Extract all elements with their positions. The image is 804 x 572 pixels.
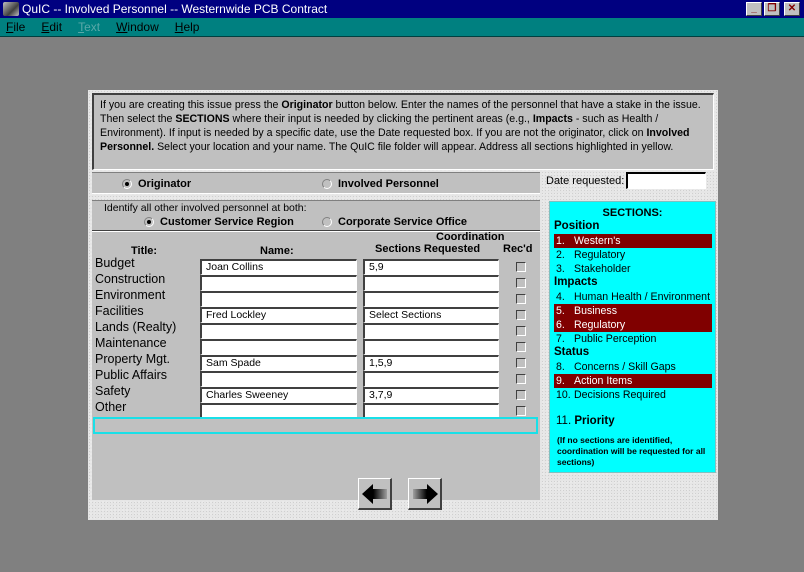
back-button[interactable] <box>358 478 392 510</box>
role-selector <box>92 172 540 194</box>
back-arrow-icon <box>361 483 389 505</box>
menu-help[interactable] <box>167 20 208 34</box>
row-title: Other <box>95 400 127 414</box>
sections-note: (If no sections are identified, coordination will be requested for all sections) <box>557 435 706 467</box>
section-item[interactable] <box>554 374 712 388</box>
section-num: 6. <box>556 319 565 331</box>
window-controls <box>746 2 800 16</box>
table-row <box>92 288 540 307</box>
section-item[interactable] <box>554 332 712 346</box>
section-num: 2. <box>556 249 565 261</box>
received-checkbox[interactable] <box>516 326 526 336</box>
table-row <box>92 384 540 403</box>
table-row <box>92 368 540 387</box>
csr-label: Customer Service Region <box>160 216 294 228</box>
section-item[interactable] <box>554 304 712 318</box>
row-title: Facilities <box>95 304 144 318</box>
forward-button[interactable] <box>408 478 442 510</box>
section-label: Stakeholder <box>574 263 631 275</box>
menu-window-accel: W <box>116 20 128 34</box>
involved-personnel-radio[interactable] <box>322 178 439 190</box>
date-requested-label: Date requested: <box>546 175 625 187</box>
name-input[interactable] <box>200 339 357 355</box>
close-button[interactable] <box>784 2 800 16</box>
name-input[interactable] <box>200 371 357 387</box>
section-num: 7. <box>556 333 565 345</box>
group-impacts: Impacts <box>554 276 598 288</box>
active-row-highlight <box>93 417 538 434</box>
name-input[interactable]: Joan Collins <box>200 259 357 275</box>
section-item[interactable] <box>554 262 712 276</box>
instructions-text <box>92 93 714 170</box>
section-num: 8. <box>556 361 565 373</box>
sections-requested-input[interactable] <box>363 403 499 419</box>
section-item[interactable] <box>554 248 712 262</box>
section-label: Regulatory <box>574 249 626 261</box>
received-checkbox[interactable] <box>516 358 526 368</box>
instr-part: button below. Enter the names of the personnel that have a stake in the issue. Then select the <box>100 99 701 125</box>
menu-text <box>70 20 108 34</box>
section-priority[interactable] <box>556 415 615 427</box>
received-checkbox[interactable] <box>516 406 526 416</box>
customer-service-region-radio[interactable] <box>144 216 294 228</box>
instr-part: where their input is needed by clicking the pertinent areas (e.g., <box>229 113 533 125</box>
instr-part: - such as Health / Environment). If input is needed by a specific date, use the Date requested box. If you are not the originator, click on <box>100 113 659 139</box>
name-input[interactable] <box>200 403 357 419</box>
instr-part: If you are creating this issue press the <box>100 99 282 111</box>
cso-label: Corporate Service Office <box>338 216 467 228</box>
name-input[interactable] <box>200 291 357 307</box>
section-num: 9. <box>556 375 565 387</box>
menu-text-accel: T <box>78 20 85 34</box>
sections-panel <box>549 201 716 473</box>
sections-requested-input[interactable] <box>363 291 499 307</box>
date-requested-input[interactable] <box>626 172 706 189</box>
restore-icon: ❐ <box>767 3 777 14</box>
section-label: Concerns / Skill Gaps <box>574 361 676 373</box>
menu-file-label: ile <box>13 20 26 34</box>
priority-num: 11. <box>556 415 572 427</box>
received-checkbox[interactable] <box>516 262 526 272</box>
corporate-service-office-radio[interactable] <box>322 216 467 228</box>
personnel-section <box>92 200 540 500</box>
row-title: Maintenance <box>95 336 167 350</box>
section-label: Human Health / Environment <box>574 291 711 303</box>
received-checkbox[interactable] <box>516 390 526 400</box>
forward-arrow-icon <box>411 483 439 505</box>
row-title: Budget <box>95 256 135 270</box>
sections-requested-input[interactable] <box>363 323 499 339</box>
originator-label: Originator <box>138 178 192 190</box>
name-input[interactable] <box>200 323 357 339</box>
row-title: Safety <box>95 384 131 398</box>
involved-personnel-label: Involved Personnel <box>338 178 439 190</box>
name-input[interactable]: Charles Sweeney <box>200 387 357 403</box>
col-header-title: Title: <box>131 245 158 257</box>
name-input[interactable]: Sam Spade <box>200 355 357 371</box>
sections-requested-input[interactable] <box>363 275 499 291</box>
section-label: Western's <box>574 235 621 247</box>
section-item[interactable] <box>554 234 712 248</box>
priority-label: Priority <box>574 415 615 427</box>
row-title: Lands (Realty) <box>95 320 177 334</box>
sections-requested-input[interactable]: 5,9 <box>363 259 499 275</box>
identify-prompt: Identify all other involved personnel at both: <box>104 202 307 214</box>
section-num: 3. <box>556 263 565 275</box>
group-status: Status <box>554 346 590 358</box>
col-header-sections-requested: Sections Requested <box>375 243 481 255</box>
radio-selected-icon <box>122 179 132 189</box>
col-header-name: Name: <box>260 245 294 257</box>
minimize-button[interactable] <box>746 2 762 16</box>
row-title: Environment <box>95 288 166 302</box>
row-title: Public Affairs <box>95 368 168 382</box>
table-row <box>92 400 540 419</box>
section-item[interactable] <box>554 318 712 332</box>
section-item[interactable] <box>554 388 712 402</box>
section-label: Regulatory <box>574 319 626 331</box>
menu-bar <box>0 18 804 37</box>
menu-text-label: ext <box>84 20 101 34</box>
restore-button[interactable] <box>764 2 780 16</box>
menu-file-accel: F <box>6 20 14 34</box>
menu-window[interactable] <box>108 20 167 34</box>
window-title: QuIC -- Involved Personnel -- Westernwide PCB Contract <box>22 2 328 16</box>
menu-help-accel: H <box>174 20 184 34</box>
instr-bold: Originator <box>281 99 333 111</box>
instr-bold: Involved Personnel. <box>100 127 690 153</box>
instr-bold: Impacts <box>532 113 573 125</box>
minimize-icon: _ <box>751 3 757 14</box>
sections-requested-input[interactable]: 3,7,9 <box>363 387 499 403</box>
involved-personnel-form <box>88 90 718 520</box>
name-input[interactable]: Fred Lockley <box>200 307 357 323</box>
received-checkbox[interactable] <box>516 278 526 288</box>
section-num: 1. <box>556 235 565 247</box>
title-bar <box>0 0 804 18</box>
radio-unselected-icon <box>322 179 332 189</box>
section-num: 10. <box>556 389 571 401</box>
originator-radio[interactable] <box>122 178 191 190</box>
section-item[interactable] <box>554 290 712 304</box>
section-label: Public Perception <box>574 333 657 345</box>
section-label: Action Items <box>574 375 633 387</box>
menu-edit-accel: E <box>41 20 50 34</box>
instr-bold: SECTIONS <box>175 113 230 125</box>
group-position: Position <box>554 220 600 232</box>
sections-requested-input[interactable] <box>363 371 499 387</box>
radio-selected-icon <box>144 217 154 227</box>
sections-requested-input[interactable]: 1,5,9 <box>363 355 499 371</box>
menu-window-label: indow <box>127 20 159 34</box>
section-num: 5. <box>556 305 565 317</box>
sections-title: SECTIONS: <box>602 207 663 219</box>
close-icon: ✕ <box>787 3 797 14</box>
received-checkbox[interactable] <box>516 294 526 304</box>
name-input[interactable] <box>200 275 357 291</box>
row-title: Property Mgt. <box>95 352 171 366</box>
sections-requested-input[interactable] <box>363 339 499 355</box>
menu-help-label: elp <box>183 20 200 34</box>
received-checkbox[interactable] <box>516 310 526 320</box>
menu-edit[interactable] <box>33 20 70 34</box>
section-num: 4. <box>556 291 565 303</box>
radio-unselected-icon <box>322 217 332 227</box>
section-label: Business <box>574 305 617 317</box>
row-title: Construction <box>95 272 166 286</box>
menu-file[interactable] <box>0 20 33 34</box>
col-header-coordination: Coordination <box>436 231 505 243</box>
instr-part: Select your location and your name. The QuIC file folder will appear. Address all sections highlighted in yellow. <box>154 141 674 153</box>
app-icon <box>3 2 19 16</box>
received-checkbox[interactable] <box>516 342 526 352</box>
received-checkbox[interactable] <box>516 374 526 384</box>
menu-edit-label: dit <box>49 20 63 34</box>
sections-requested-input[interactable]: Select Sections <box>363 307 499 323</box>
section-item[interactable] <box>554 360 712 374</box>
col-header-recd: Rec'd <box>503 243 533 255</box>
section-label: Decisions Required <box>574 389 666 401</box>
